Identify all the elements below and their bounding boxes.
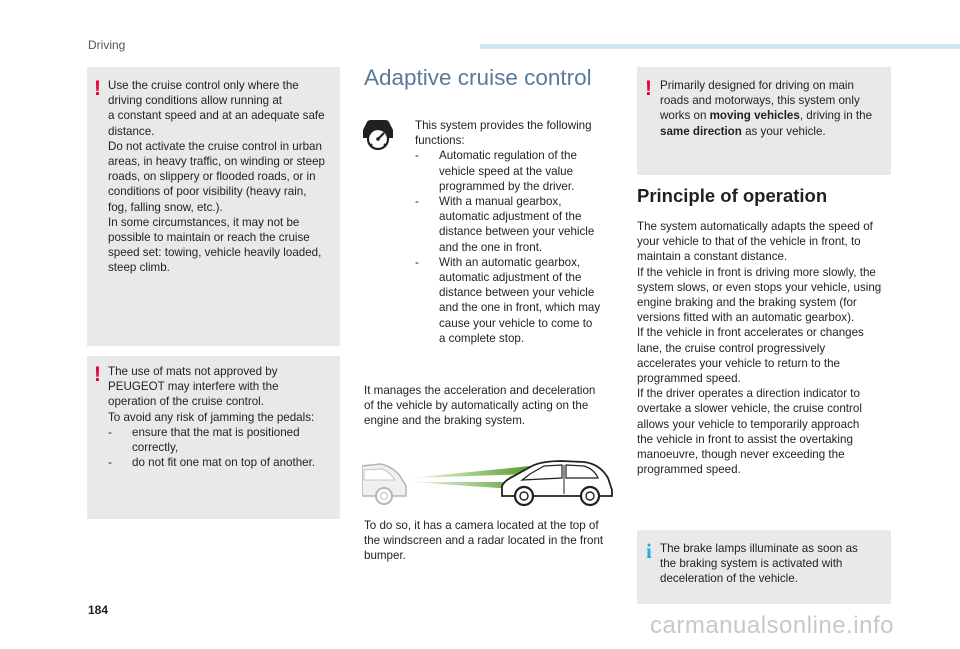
radar-illustration <box>362 456 616 514</box>
warning-icon: ! <box>94 363 101 386</box>
warning-icon: ! <box>645 77 652 100</box>
page-number: 184 <box>88 603 109 617</box>
list-item: - With a manual gearbox, automatic adjustment of the distance between your vehicle and the one in front. <box>415 195 595 254</box>
header-accent-bar <box>480 44 960 49</box>
list-item: - Automatic regulation of the vehicle speed at the value programmed by the driver. <box>415 149 577 193</box>
speedometer-car-icon <box>360 116 396 150</box>
page-title: Adaptive cruise control <box>364 65 592 90</box>
warning-text-moving-vehicles: Primarily designed for driving on main roads and motorways, this system only works on moving vehicles, driving in the same direction as your vehicle. <box>660 79 873 138</box>
list-item: - ensure that the mat is positioned correctly, <box>108 425 300 455</box>
list-item: - do not fit one mat on top of another. <box>108 456 316 470</box>
watermark: carmanualsonline.info <box>650 612 894 639</box>
info-text-brake-lamps: The brake lamps illuminate as soon as the braking system is activated with deceleration of the vehicle. <box>660 542 858 586</box>
info-icon: i <box>646 539 652 563</box>
functions-list <box>415 118 615 346</box>
mats-intro: The use of mats not approved by PEUGEOT may interfere with the operation of the cruise control. To avoid any risk of jamming the pedals: <box>108 365 315 424</box>
list-item: - With an automatic gearbox, automatic adjustment of the distance between your vehicle and the one in front, which may cause your vehicle to come to a complete stop. <box>415 255 601 345</box>
camera-radar-paragraph: To do so, it has a camera located at the top of the windscreen and a radar located in the front bumper. <box>364 519 604 563</box>
section-heading: Principle of operation <box>637 185 828 206</box>
functions-intro: This system provides the following functions: <box>415 119 592 148</box>
principle-body: The system automatically adapts the speed of your vehicle to that of the vehicle in front, to maintain a constant distance. If the vehicle in front is driving more slowly, the system slows, or even stops your vehicle, using engine braking and the braking system (for versions fitted with an automatic gearbox). If the vehicle in front accelerates or changes lane, the cruise control progressively accelerates your vehicle to return to the programmed speed. If the driver operates a direction indicator to overtake a slower vehicle, the cruise control allows your vehicle to temporarily approach the vehicle in front to assist the overtaking manoeuvre, though never exceeding the programmed speed. <box>637 220 882 477</box>
section-header: Driving <box>88 38 126 52</box>
acceleration-paragraph: It manages the acceleration and deceleration of the vehicle by automatically acting on the engine and the braking system. <box>364 384 596 428</box>
warning-text-mats <box>108 364 338 470</box>
warning-icon: ! <box>94 77 101 100</box>
warning-text-cruise-usage: Use the cruise control only where the driving conditions allow running at a constant speed and at an adequate safe distance. Do not activate the cruise control in urban areas, in heavy traffic, on winding or steep roads, on slippery or flooded roads, or in conditions of poor visibility (heavy rain, fog, falling snow, etc.). In some circumstances, it may not be possible to maintain or reach the cruise speed set: towing, vehicle heavily loaded, steep climb. <box>108 79 325 275</box>
